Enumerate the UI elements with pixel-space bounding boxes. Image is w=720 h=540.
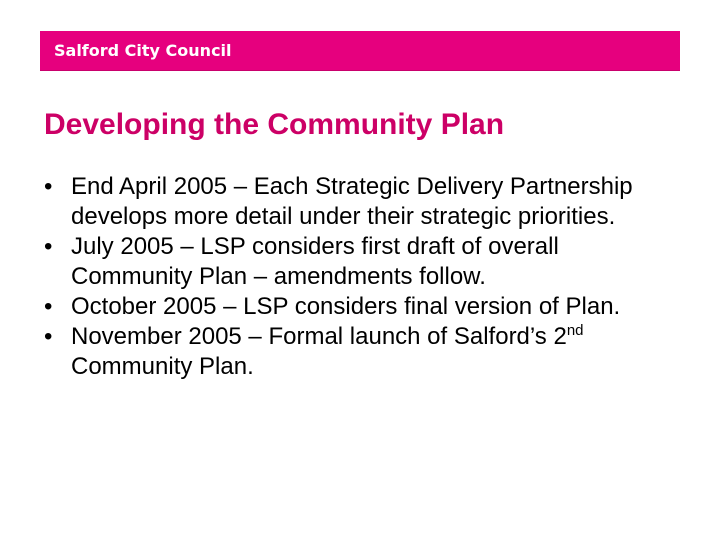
bullet-icon: • <box>44 233 53 260</box>
bullet-text-start: November 2005 – Formal launch of Salford’s 2 <box>71 323 567 350</box>
bullet-text: End April 2005 – Each Strategic Delivery Partnership develops more detail under their strategic priorities. <box>71 173 633 230</box>
bullet-list <box>44 172 664 382</box>
bullet-text: July 2005 – LSP considers first draft of overall Community Plan – amendments follow. <box>71 233 559 290</box>
ordinal-superscript: nd <box>566 322 584 339</box>
bullet-item <box>44 322 664 382</box>
bullet-icon: • <box>44 293 53 320</box>
council-logo-text: Salford City Council <box>54 41 232 60</box>
bullet-item <box>44 232 664 292</box>
bullet-text <box>71 323 584 380</box>
bullet-item <box>44 292 664 322</box>
bullet-item <box>44 172 664 232</box>
bullet-icon: • <box>44 323 53 350</box>
bullet-text: October 2005 – LSP considers final version of Plan. <box>71 293 621 320</box>
header-banner <box>40 31 680 71</box>
slide-title: Developing the Community Plan <box>44 108 505 141</box>
bullet-icon: • <box>44 173 53 200</box>
bullet-text-end: Community Plan. <box>71 353 254 380</box>
